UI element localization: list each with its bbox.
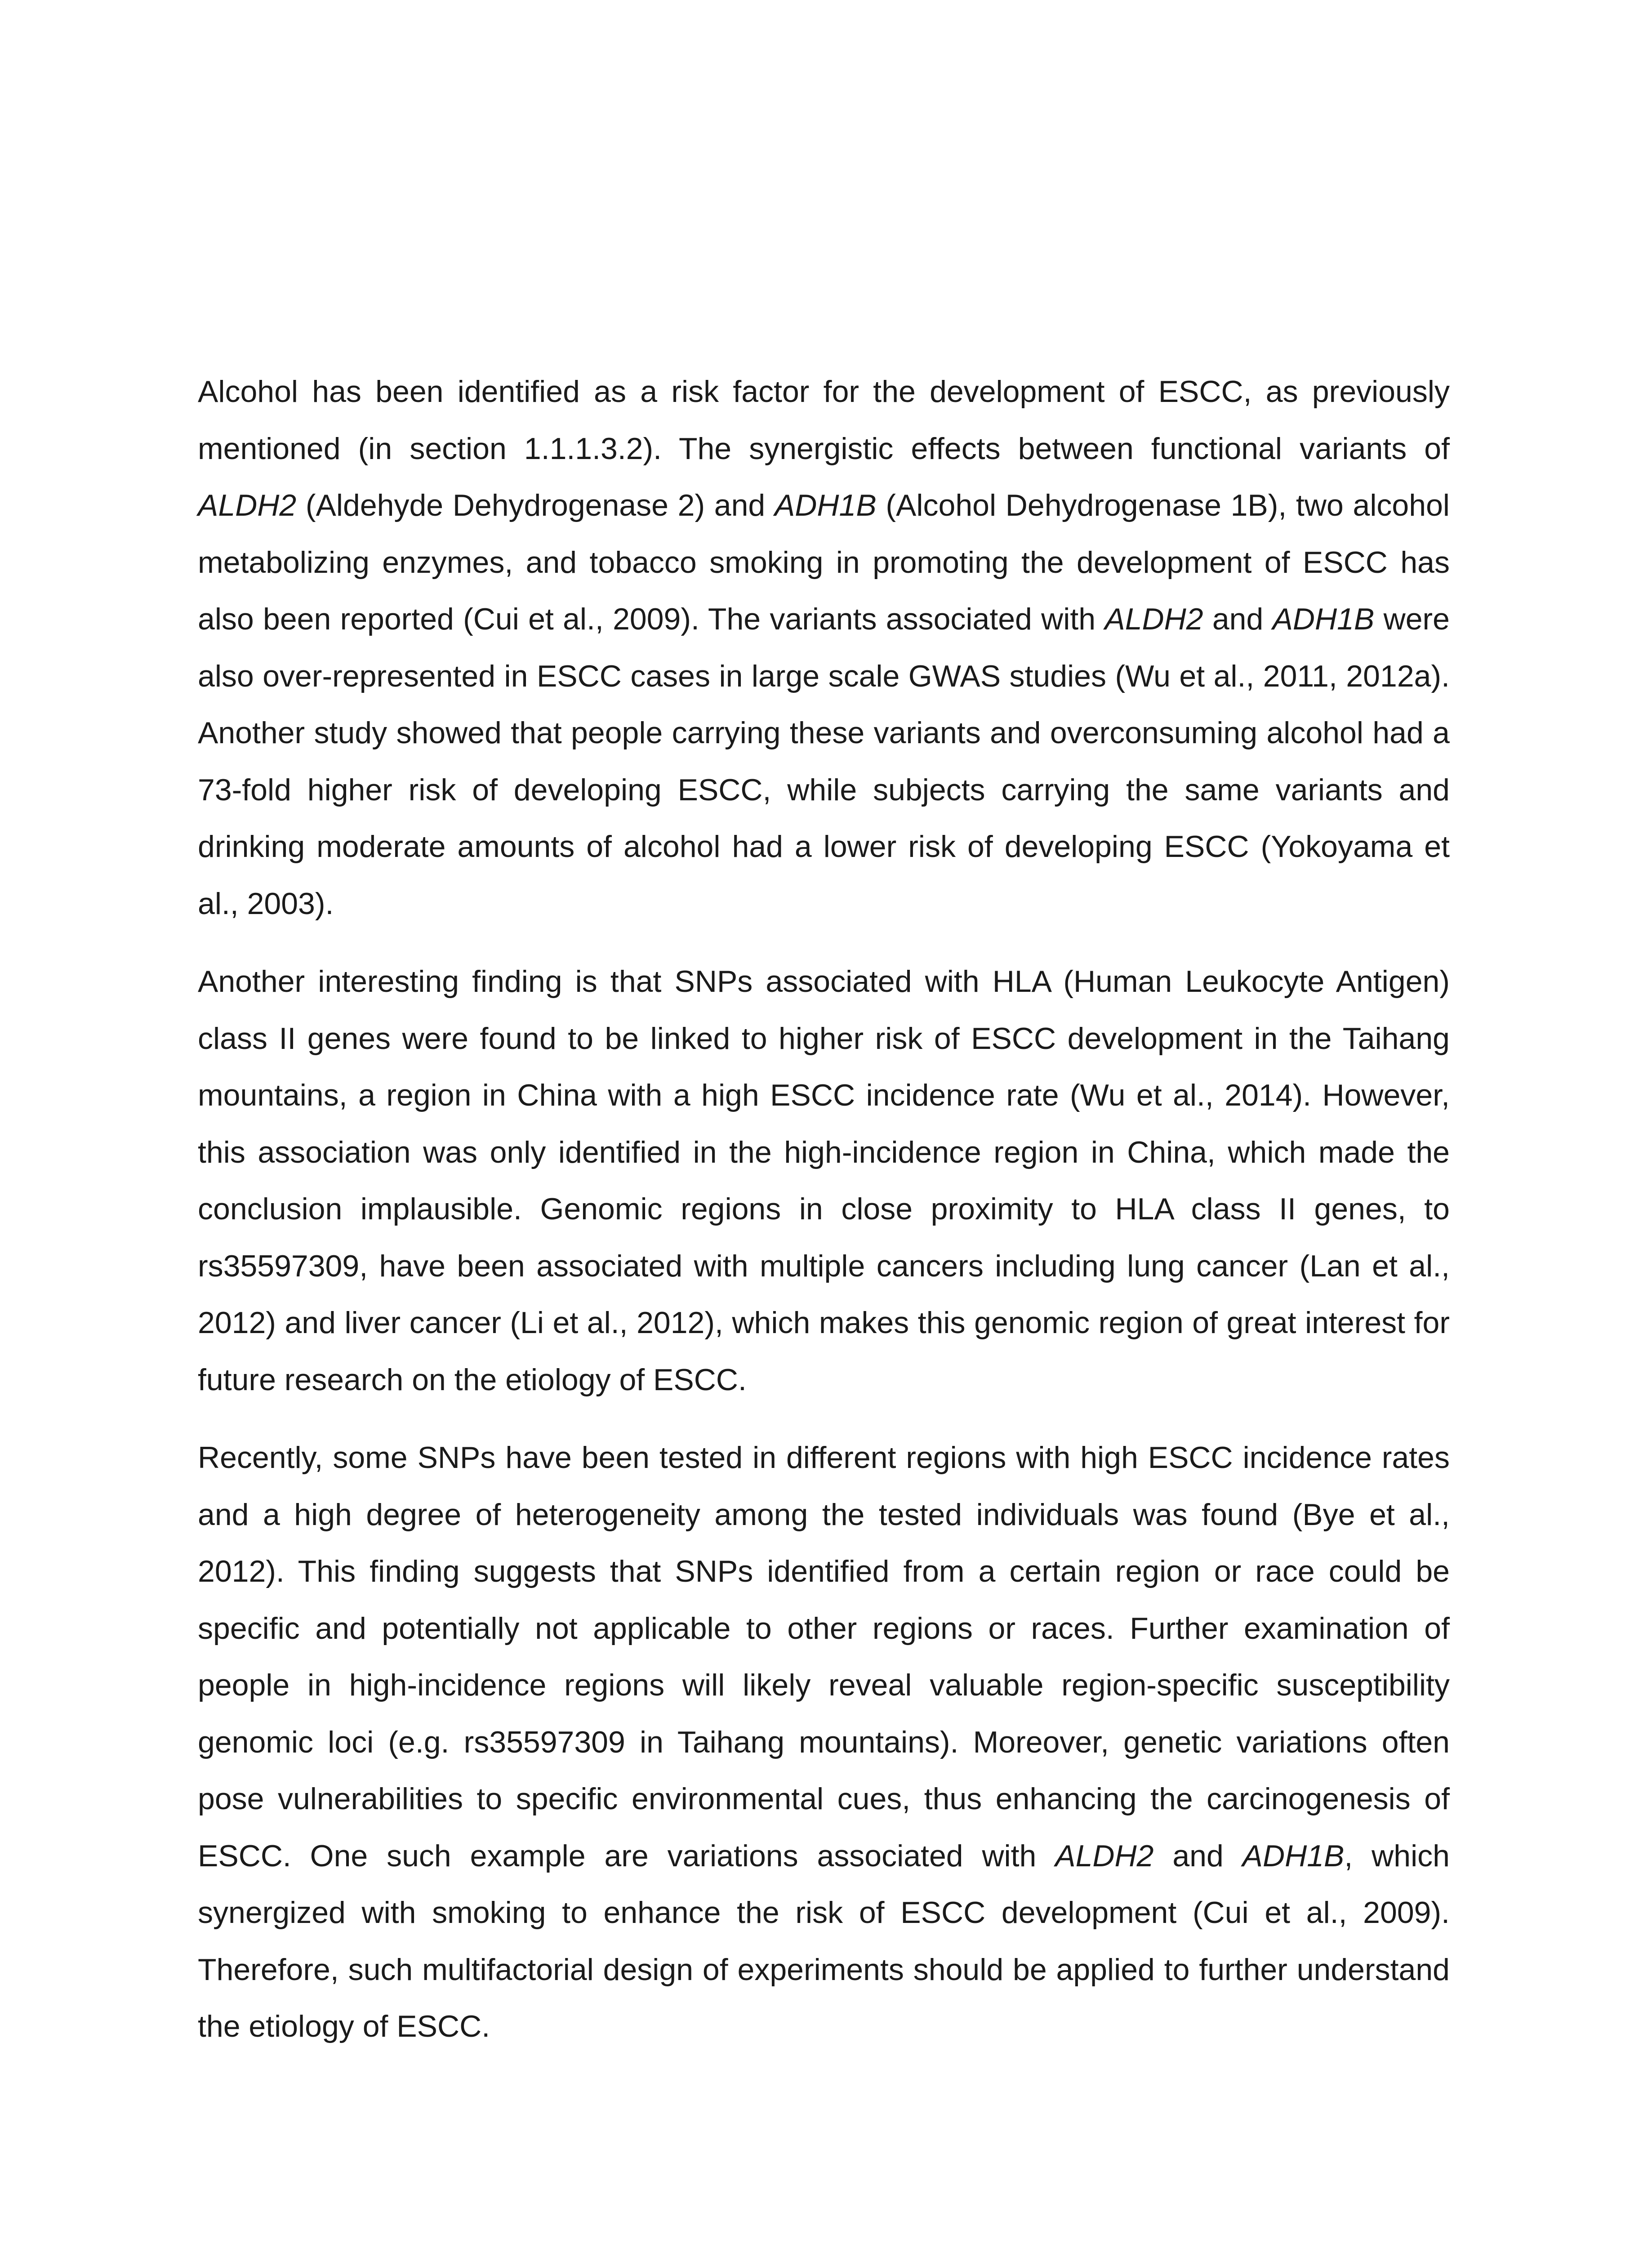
- text-segment: (Aldehyde Dehydrogenase 2) and: [296, 488, 775, 522]
- gene-name: ALDH2: [198, 488, 297, 522]
- text-segment: were also over-represented in ESCC cases in large scale GWAS studies (Wu et al., 2011, 2012a). Another study showed that people carrying these variants and overconsuming alcohol had a 73-fold higher risk of developing ESCC, while subjects carrying the same variants and drinking moderate amounts of alcohol had a lower risk of developing ESCC (Yokoyama et al., 2003).: [198, 602, 1450, 921]
- text-segment: , which synergized with smoking to enhance the risk of ESCC development (Cui et al., 2009). Therefore, such multifactorial design of experiments should be applied to further understand the etiology of ESCC.: [198, 1838, 1450, 2043]
- paragraph-hla-snps: [198, 953, 1450, 1408]
- paragraph-heterogeneity: [198, 1429, 1450, 2055]
- text-segment: and: [1203, 602, 1273, 636]
- gene-name: ADH1B: [774, 488, 877, 522]
- text-segment: and: [1153, 1838, 1242, 1873]
- gene-name: ADH1B: [1272, 602, 1375, 636]
- gene-name: ALDH2: [1055, 1838, 1154, 1873]
- text-segment: Alcohol has been identified as a risk factor for the development of ESCC, as previously mentioned (in section 1.1.1.3.2). The synergistic effects between functional variants of: [198, 375, 1450, 466]
- text-segment: Another interesting finding is that SNPs associated with HLA (Human Leukocyte Antigen) class II genes were found to be linked to higher risk of ESCC development in the Taihang mountains, a region in China with a high ESCC incidence rate (Wu et al., 2014). However, this association was only identified in the high-incidence region in China, which made the conclusion implausible. Genomic regions in close proximity to HLA class II genes, to rs35597309, have been associated with multiple cancers including lung cancer (Lan et al., 2012) and liver cancer (Li et al., 2012), which makes this genomic region of great interest for future research on the etiology of ESCC.: [198, 964, 1450, 1397]
- text-segment: (Alcohol Dehydrogenase 1B), two alcohol metabolizing enzymes, and tobacco smoking in promoting the development of ESCC has also been reported (Cui et al., 2009). The variants associated with: [198, 488, 1450, 636]
- gene-name: ALDH2: [1104, 602, 1203, 636]
- body-text: [198, 363, 1450, 2076]
- gene-name: ADH1B: [1242, 1838, 1345, 1873]
- text-segment: Recently, some SNPs have been tested in different regions with high ESCC incidence rates and a high degree of heterogeneity among the tested individuals was found (Bye et al., 2012). This finding suggests that SNPs identified from a certain region or race could be specific and potentially not applicable to other regions or races. Further examination of people in high-incidence regions will likely reveal valuable region-specific susceptibility genomic loci (e.g. rs35597309 in Taihang mountains). Moreover, genetic variations often pose vulnerabilities to specific environmental cues, thus enhancing the carcinogenesis of ESCC. One such example are variations associated with: [198, 1441, 1450, 1873]
- paragraph-alcohol-risk: [198, 363, 1450, 932]
